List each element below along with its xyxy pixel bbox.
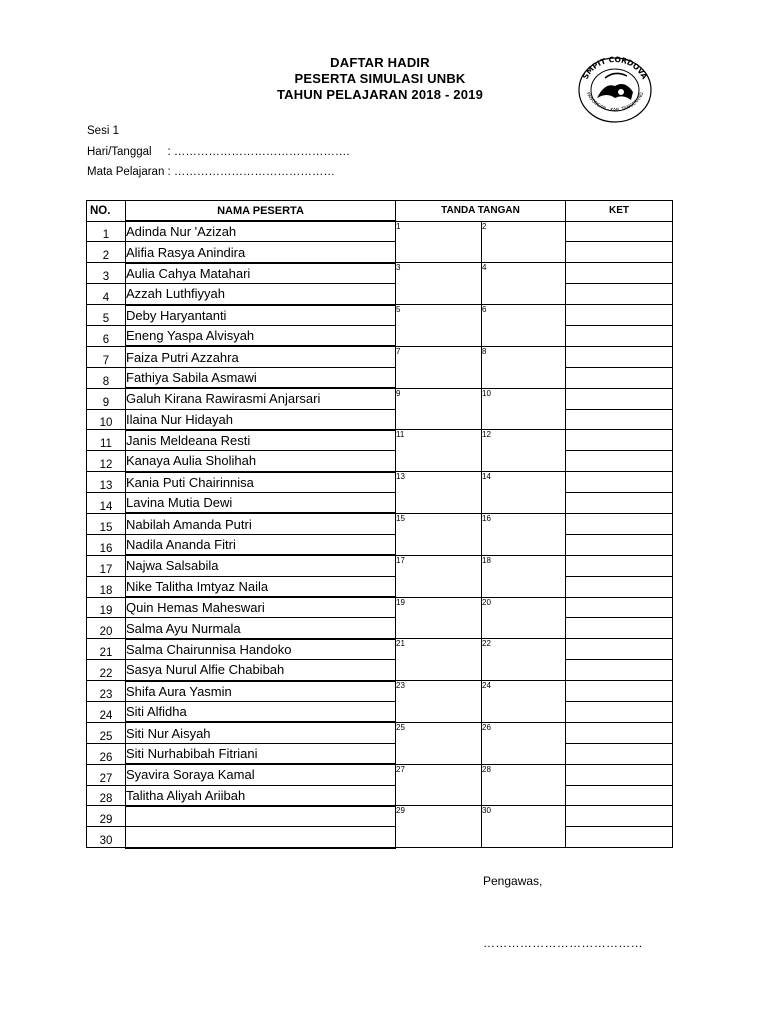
row-number: 25 <box>87 722 126 743</box>
row-number: 2 <box>87 242 126 263</box>
row-number: 4 <box>87 284 126 305</box>
table-row <box>87 346 673 367</box>
participant-name: Siti Nur Aisyah <box>126 722 396 743</box>
column-header-name: NAMA PESERTA <box>126 201 396 222</box>
participant-name: Galuh Kirana Rawirasmi Anjarsari <box>126 388 396 409</box>
table-row <box>87 806 673 827</box>
date-field: Hari/Tanggal : ………………………………………. <box>87 146 350 158</box>
logo-text-top: SMPIT CORDOVA <box>580 54 650 81</box>
ket-cell[interactable] <box>566 493 673 514</box>
participant-name: Nike Talitha Imtyaz Naila <box>126 576 396 597</box>
table-row <box>87 367 673 388</box>
participant-name: Quin Hemas Maheswari <box>126 597 396 618</box>
participant-name: Aulia Cahya Matahari <box>126 263 396 284</box>
table-row <box>87 618 673 639</box>
table-row <box>87 430 673 451</box>
table-row <box>87 388 673 409</box>
signature-cell-left[interactable]: 27 <box>396 764 482 806</box>
table-row <box>87 242 673 263</box>
table-row <box>87 785 673 806</box>
signature-cell-right[interactable]: 2 <box>482 221 566 263</box>
table-row <box>87 221 673 242</box>
ket-cell[interactable] <box>566 409 673 430</box>
participant-name: Shifa Aura Yasmin <box>126 681 396 702</box>
ket-cell[interactable] <box>566 534 673 555</box>
row-number: 16 <box>87 534 126 555</box>
attendance-table <box>86 200 673 849</box>
signature-cell-right[interactable]: 8 <box>482 346 566 388</box>
ket-cell[interactable] <box>566 305 673 326</box>
signature-cell-left[interactable]: 5 <box>396 305 482 347</box>
row-number: 29 <box>87 806 126 827</box>
signature-cell-right[interactable]: 20 <box>482 597 566 639</box>
participant-name: Alifia Rasya Anindira <box>126 242 396 263</box>
participant-name: Janis Meldeana Resti <box>126 430 396 451</box>
signature-cell-right[interactable]: 4 <box>482 263 566 305</box>
signature-cell-right[interactable]: 16 <box>482 513 566 555</box>
ket-cell[interactable] <box>566 597 673 618</box>
participant-name: Najwa Salsabila <box>126 555 396 576</box>
ket-cell[interactable] <box>566 430 673 451</box>
table-row <box>87 513 673 534</box>
table-row <box>87 722 673 743</box>
signature-cell-left[interactable]: 23 <box>396 681 482 723</box>
ket-cell[interactable] <box>566 681 673 702</box>
participant-name: Deby Haryantanti <box>126 305 396 326</box>
school-logo <box>575 52 655 124</box>
row-number: 18 <box>87 576 126 597</box>
signature-cell-right[interactable]: 24 <box>482 681 566 723</box>
participant-name: Nadila Ananda Fitri <box>126 534 396 555</box>
table-row <box>87 472 673 493</box>
signature-cell-right[interactable]: 30 <box>482 806 566 848</box>
participant-name: Kanaya Aulia Sholihah <box>126 451 396 472</box>
row-number: 12 <box>87 451 126 472</box>
table-row <box>87 743 673 764</box>
participant-name: Fathiya Sabila Asmawi <box>126 367 396 388</box>
signature-cell-left[interactable]: 13 <box>396 472 482 514</box>
table-row <box>87 681 673 702</box>
signature-cell-left[interactable]: 1 <box>396 221 482 263</box>
row-number: 30 <box>87 827 126 848</box>
signature-cell-right[interactable]: 12 <box>482 430 566 472</box>
row-number: 17 <box>87 555 126 576</box>
svg-text:SMPIT CORDOVA <box>581 55 650 81</box>
participant-name: Azzah Luthfiyyah <box>126 284 396 305</box>
signature-cell-right[interactable]: 6 <box>482 305 566 347</box>
participant-name: Talitha Aliyah Ariibah <box>126 785 396 806</box>
signature-cell-left[interactable]: 7 <box>396 346 482 388</box>
signature-cell-right[interactable]: 26 <box>482 722 566 764</box>
participant-name: Lavina Mutia Dewi <box>126 493 396 514</box>
title-line-3: TAHUN PELAJARAN 2018 - 2019 <box>277 87 483 102</box>
row-number: 20 <box>87 618 126 639</box>
ket-cell[interactable] <box>566 472 673 493</box>
participant-name: Siti Alfidha <box>126 701 396 722</box>
title-line-1: DAFTAR HADIR <box>330 55 430 70</box>
row-number: 27 <box>87 764 126 785</box>
logo-text-bottom: PANONGAN - KAB. TANGERANG <box>584 91 646 114</box>
table-header-row <box>87 201 673 222</box>
supervisor-label: Pengawas, <box>483 874 543 888</box>
ket-cell[interactable] <box>566 513 673 534</box>
ket-cell[interactable] <box>566 639 673 660</box>
row-number: 3 <box>87 263 126 284</box>
row-number: 21 <box>87 639 126 660</box>
ket-cell[interactable] <box>566 388 673 409</box>
table-row <box>87 827 673 848</box>
row-number: 26 <box>87 743 126 764</box>
table-row <box>87 305 673 326</box>
participant-name: Syavira Soraya Kamal <box>126 764 396 785</box>
participant-name: Salma Ayu Nurmala <box>126 618 396 639</box>
table-row <box>87 534 673 555</box>
row-number: 19 <box>87 597 126 618</box>
signature-cell-right[interactable]: 28 <box>482 764 566 806</box>
attendance-rows <box>87 221 673 848</box>
ket-cell[interactable] <box>566 263 673 284</box>
ket-cell[interactable] <box>566 325 673 346</box>
ket-cell[interactable] <box>566 701 673 722</box>
participant-name: Salma Chairunnisa Handoko <box>126 639 396 660</box>
ket-cell[interactable] <box>566 367 673 388</box>
participant-name: Siti Nurhabibah Fitriani <box>126 743 396 764</box>
signature-cell-right[interactable]: 10 <box>482 388 566 430</box>
participant-name: Adinda Nur 'Azizah <box>126 221 396 242</box>
signature-cell-right[interactable]: 14 <box>482 472 566 514</box>
row-number: 10 <box>87 409 126 430</box>
participant-name: Sasya Nurul Alfie Chabibah <box>126 660 396 681</box>
table-row <box>87 597 673 618</box>
row-number: 5 <box>87 305 126 326</box>
ket-cell[interactable] <box>566 618 673 639</box>
signature-cell-left[interactable]: 9 <box>396 388 482 430</box>
row-number: 28 <box>87 785 126 806</box>
row-number: 15 <box>87 513 126 534</box>
signature-cell-left[interactable]: 25 <box>396 722 482 764</box>
ket-cell[interactable] <box>566 555 673 576</box>
signature-cell-left[interactable]: 19 <box>396 597 482 639</box>
table-row <box>87 493 673 514</box>
session-label: Sesi 1 <box>87 125 119 137</box>
participant-name: Faiza Putri Azzahra <box>126 346 396 367</box>
signature-cell-left[interactable]: 17 <box>396 555 482 597</box>
table-row <box>87 451 673 472</box>
title-line-2: PESERTA SIMULASI UNBK <box>294 71 466 86</box>
row-number: 14 <box>87 493 126 514</box>
signature-cell-right[interactable]: 22 <box>482 639 566 681</box>
ket-cell[interactable] <box>566 806 673 827</box>
ket-cell[interactable] <box>566 221 673 242</box>
participant-name: Eneng Yaspa Alvisyah <box>126 325 396 346</box>
ket-cell[interactable] <box>566 346 673 367</box>
row-number: 11 <box>87 430 126 451</box>
row-number: 22 <box>87 660 126 681</box>
ket-cell[interactable] <box>566 451 673 472</box>
table-row <box>87 325 673 346</box>
table-row <box>87 409 673 430</box>
signature-cell-left[interactable]: 15 <box>396 513 482 555</box>
ket-cell[interactable] <box>566 284 673 305</box>
column-header-no: NO. <box>87 201 126 222</box>
signature-cell-left[interactable]: 11 <box>396 430 482 472</box>
row-number: 6 <box>87 325 126 346</box>
row-number: 9 <box>87 388 126 409</box>
participant-name: Ilaina Nur Hidayah <box>126 409 396 430</box>
row-number: 24 <box>87 701 126 722</box>
row-number: 7 <box>87 346 126 367</box>
table-row <box>87 576 673 597</box>
table-row <box>87 639 673 660</box>
participant-name: Kania Puti Chairinnisa <box>126 472 396 493</box>
participant-name: Nabilah Amanda Putri <box>126 513 396 534</box>
signature-cell-left[interactable]: 3 <box>396 263 482 305</box>
column-header-ket: KET <box>566 201 673 222</box>
signature-cell-right[interactable]: 18 <box>482 555 566 597</box>
participant-name <box>126 827 396 848</box>
ket-cell[interactable] <box>566 722 673 743</box>
signature-cell-left[interactable]: 29 <box>396 806 482 848</box>
ket-cell[interactable] <box>566 242 673 263</box>
table-row <box>87 660 673 681</box>
ket-cell[interactable] <box>566 785 673 806</box>
ket-cell[interactable] <box>566 743 673 764</box>
signature-cell-left[interactable]: 21 <box>396 639 482 681</box>
supervisor-signature-line: ………………………………… <box>483 936 643 950</box>
subject-field: Mata Pelajaran : …………………………………… <box>87 166 335 178</box>
column-header-signature: TANDA TANGAN <box>396 201 566 222</box>
table-row <box>87 555 673 576</box>
row-number: 23 <box>87 681 126 702</box>
ket-cell[interactable] <box>566 576 673 597</box>
ket-cell[interactable] <box>566 827 673 848</box>
participant-name <box>126 806 396 827</box>
row-number: 1 <box>87 221 126 242</box>
table-row <box>87 263 673 284</box>
ket-cell[interactable] <box>566 764 673 785</box>
ket-cell[interactable] <box>566 660 673 681</box>
table-row <box>87 701 673 722</box>
table-row <box>87 284 673 305</box>
table-row <box>87 764 673 785</box>
row-number: 13 <box>87 472 126 493</box>
row-number: 8 <box>87 367 126 388</box>
